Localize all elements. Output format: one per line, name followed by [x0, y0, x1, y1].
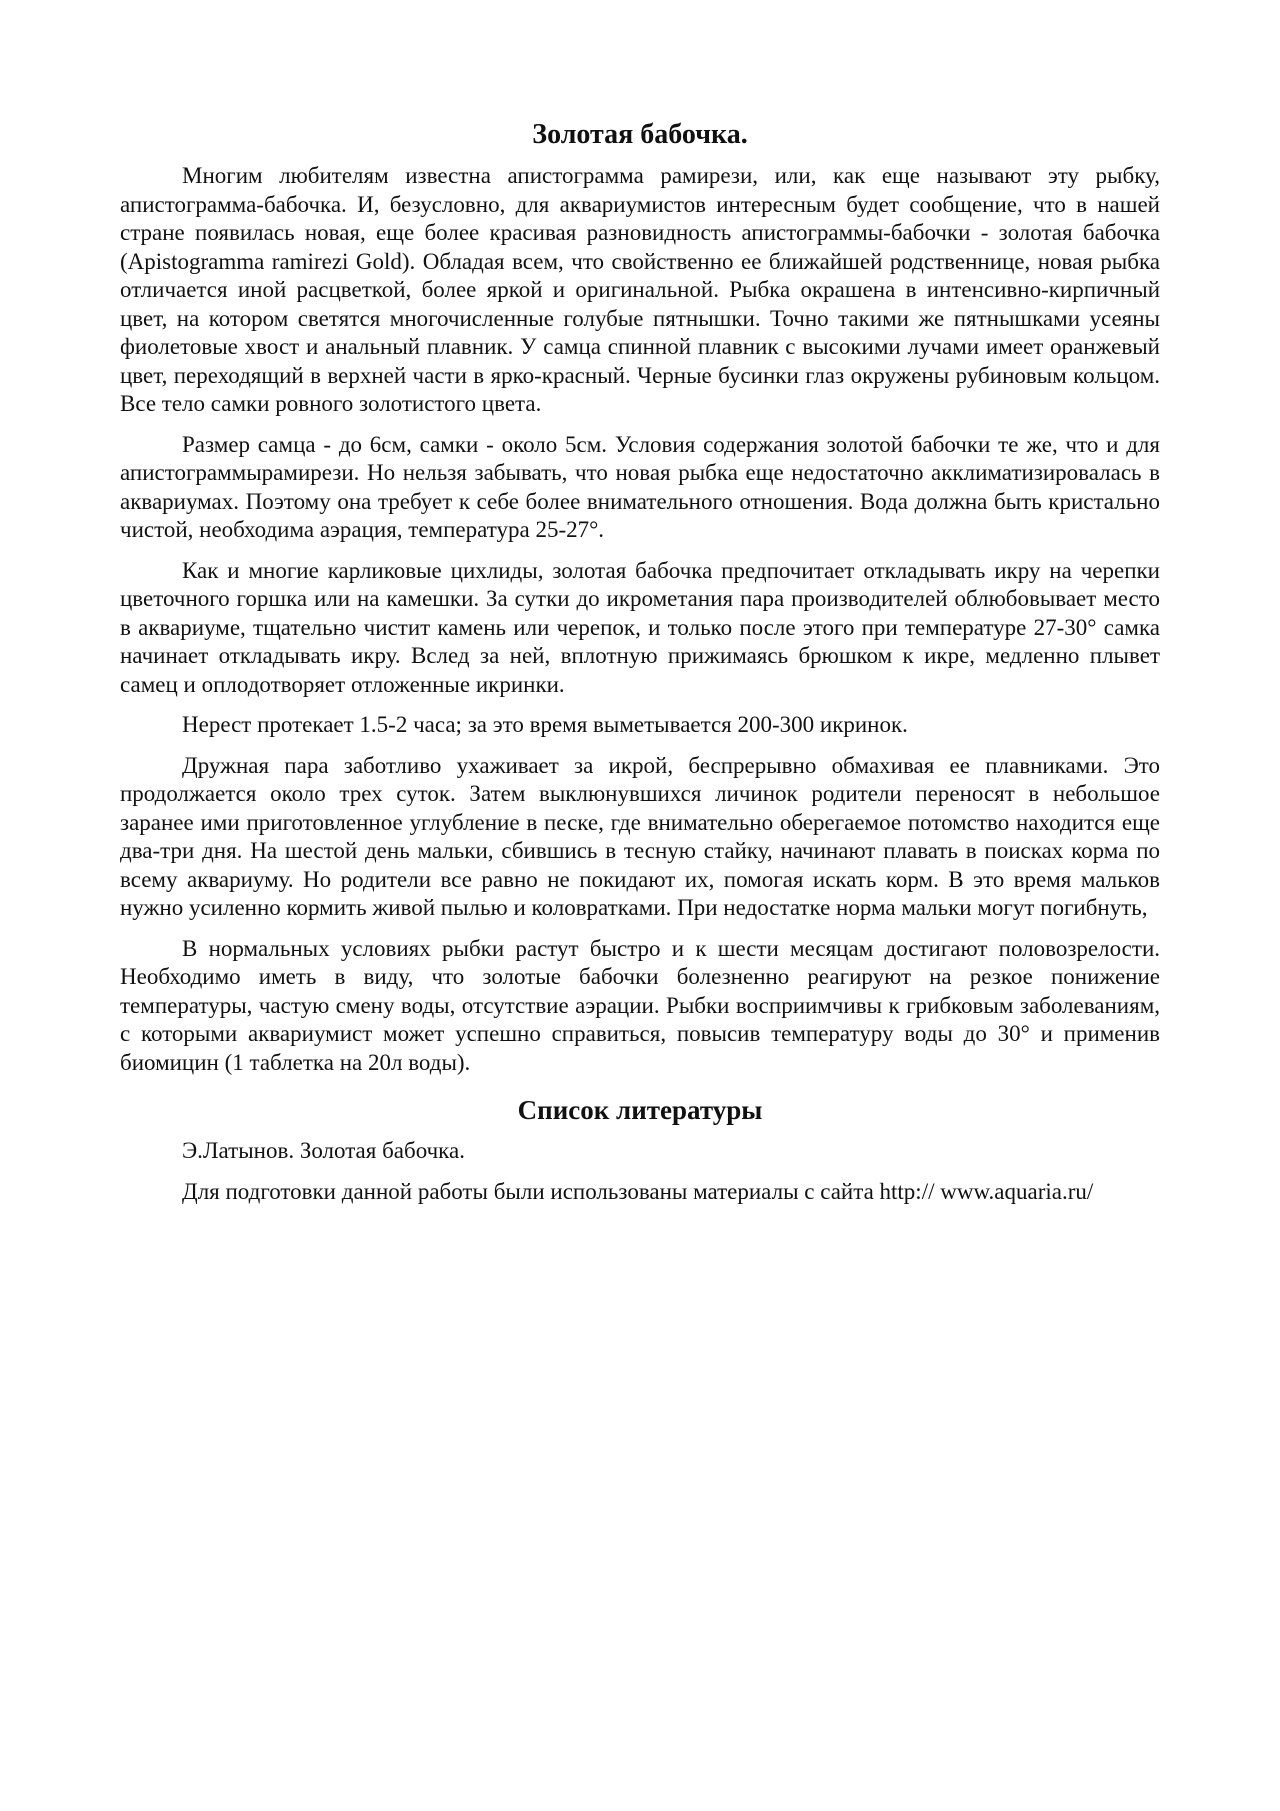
document-page — [120, 118, 1160, 1218]
paragraph-intro: Многим любителям известна апистограмма рамирези, или, как еще называют эту рыбку, апистограмма-бабочка. И, безусловно, для аквариумистов интересным будет сообщение, что в нашей стране появилась новая, еще более красивая разновидность апистограммы-бабочки - золотая бабочка (Apistogramma ramirezi Gold). Обладая всем, что свойственно ее ближайшей родственнице, новая рыбка отличается иной расцветкой, более яркой и оригинальной. Рыбка окрашена в интенсивно-кирпичный цвет, на котором светятся многочисленные голубые пятнышки. Точно такими же пятнышками усеяны фиолетовые хвост и анальный плавник. У самца спинной плавник с высокими лучами имеет оранжевый цвет, переходящий в верхней части в ярко-красный. Черные бусинки глаз окружены рубиновым кольцом. Все тело самки ровного золотистого цвета. — [120, 163, 1160, 416]
paragraph-spawning: Как и многие карликовые цихлиды, золотая бабочка предпочитает откладывать икру на черепки цветочного горшка или на камешки. За сутки до икрометания пара производителей облюбовывает место в аквариуме, тщательно чистит камень или черепок, и только после этого при температуре 27-30° самка начинает откладывать икру. Вслед за ней, вплотную прижимаясь брюшком к икре, медленно плывет самец и оплодотворяет отложенные икринки. — [120, 557, 1160, 697]
paragraph-care: Дружная пара заботливо ухаживает за икрой, беспрерывно обмахивая ее плавниками. Это продолжается около трех суток. Затем выклюнувшихся личинок родители переносят в небольшое заранее ими приготовленное углубление в песке, где внимательно оберегаемое потомство находится еще два-три дня. На шестой день мальки, сбившись в тесную стайку, начинают плавать в поисках корма по всему аквариуму. Но родители все равно не покидают их, помогая искать корм. В это время мальков нужно усиленно кормить живой пылью и коловратками. При недостатке норма мальки могут погибнуть, — [120, 752, 1160, 920]
reference-item: Для подготовки данной работы были использованы материалы с сайта http:// www.aquaria.ru/ — [182, 1178, 1094, 1204]
paragraph-growth: В нормальных условиях рыбки растут быстро и к шести месяцам достигают половозрелости. Необходимо иметь в виду, что золотые бабочки болезненно реагируют на резкое понижение температуры, частую смену воды, отсутствие аэрации. Рыбки восприимчивы к грибковым заболеваниям, с которыми аквариумист может успешно справиться, повысив температуру воды до 30° и применив биомицин (1 таблетка на 20л воды). — [120, 935, 1160, 1075]
reference-item: Э.Латынов. Золотая бабочка. — [182, 1138, 465, 1163]
paragraph-size-conditions: Размер самца - до 6см, самки - около 5см. Условия содержания золотой бабочки те же, что и для апистограммырамирези. Но нельзя забывать, что новая рыбка еще недостаточно акклиматизировалась в аквариумах. Поэтому она требует к себе более внимательного отношения. Вода должна быть кристально чистой, необходима аэрация, температура 25-27°. — [120, 431, 1160, 542]
paragraph-spawning-duration: Нерест протекает 1.5-2 часа; за это время выметывается 200-300 икринок. — [182, 712, 908, 737]
references-title: Список литературы — [517, 1095, 763, 1125]
document-title: Золотая бабочка. — [532, 119, 748, 150]
